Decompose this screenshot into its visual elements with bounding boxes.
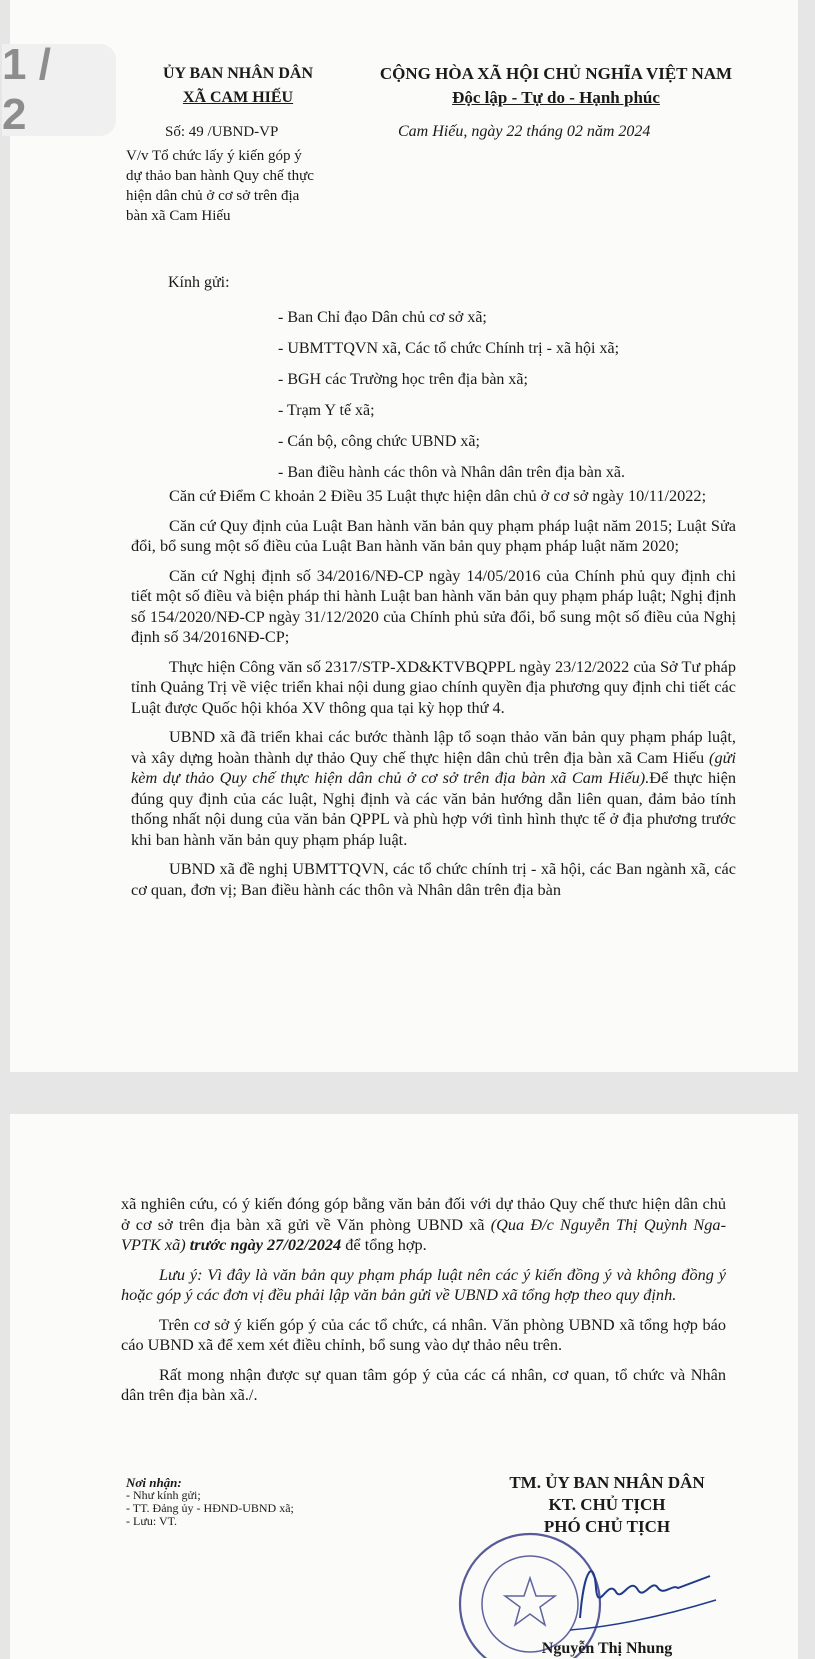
signer-authority: TM. ỦY BAN NHÂN DÂN (509, 1473, 705, 1492)
contact-person: (Qua Đ/c Nguyễn Thị Quỳnh Nga- VPTK xã) (121, 1214, 726, 1254)
request-end: để tổng hợp. (341, 1235, 427, 1254)
request-text: xã nghiên cứu, có ý kiến đóng góp bằng văn bản đối với dự thảo Quy chế thưc hiện dân chủ ở cơ sở trên địa bàn xã gửi về Văn phòng UBND xã (121, 1194, 726, 1234)
recipient-item: - BGH các Trường học trên địa bàn xã; (278, 371, 528, 388)
body-text-page-1 (131, 486, 736, 909)
recipient-list (278, 302, 758, 488)
paragraph-note: Lưu ý: Vì đây là văn bản quy phạm pháp luật nên các ý kiến đồng ý và không đồng ý hoặc góp ý các đơn vị đều phải lập văn bản gửi về UBND xã tổng hợp theo quy định. (121, 1264, 726, 1304)
handwritten-signature-icon (560, 1548, 720, 1638)
subject-line: V/v Tổ chức lấy ý kiến góp ý (126, 148, 302, 164)
recipient-item: - Trạm Y tế xã; (278, 402, 375, 419)
signer-name: Nguyễn Thị Nhung (541, 1640, 673, 1657)
signature-block (478, 1472, 736, 1538)
paragraph-legal-basis-1: Căn cứ Điểm C khoản 2 Điều 35 Luật thực hiện dân chủ ở cơ sở ngày 10/11/2022; (169, 486, 707, 505)
paragraph-request: UBND xã đề nghị UBMTTQVN, các tổ chức chính trị - xã hội, các Ban ngành xã, các cơ quan, đơn vị; Ban điều hành các thôn và Nhân dân trên địa bàn (131, 859, 736, 899)
recipient-item: - Cán bộ, công chức UBND xã; (278, 433, 480, 450)
recipients-block (126, 1476, 386, 1528)
paragraph-closing: Rất mong nhận được sự quan tâm góp ý của các cá nhân, cơ quan, tổ chức và Nhân dân trên địa bàn xã./. (121, 1364, 726, 1404)
country-name: CỘNG HÒA XÃ HỘI CHỦ NGHĨA VIỆT NAM (379, 64, 733, 83)
authority-name: ỦY BAN NHÂN DÂN (162, 65, 314, 82)
recipients-item: - Như kính gửi; (126, 1488, 201, 1502)
body-text-page-2 (121, 1194, 726, 1415)
commune-name: XÃ CAM HIẾU (182, 89, 294, 106)
recipients-item: - Lưu: VT. (126, 1514, 178, 1528)
motto: Độc lập - Tự do - Hạnh phúc (452, 88, 660, 107)
paragraph-implementation: Thực hiện Công văn số 2317/STP-XD&KTVBQPPL ngày 23/12/2022 của Sở Tư pháp tỉnh Quảng Trị về việc triển khai nội dung giao chính quyền địa phương quy định chi tiết các Luật được Quốc hội khóa XV thông qua tại kỳ họp thứ 4. (131, 656, 736, 717)
deadline: trước ngày 27/02/2024 (185, 1235, 342, 1254)
paragraph-legal-basis-3: Căn cứ Nghị định số 34/2016/NĐ-CP ngày 14/05/2016 của Chính phủ quy định chi tiết một số điều và biện pháp thi hành Luật ban hành văn bản quy phạm pháp luật; Nghị định số 154/2020/NĐ-CP ngày 31/12/2020 của Chính phủ sửa đổi, bổ sung một số điều của Nghị định số 34/2016NĐ-CP; (131, 565, 736, 646)
place-and-date: Cam Hiếu, ngày 22 tháng 02 năm 2024 (398, 123, 651, 140)
subject-line: dự thảo ban hành Quy chế thực (126, 168, 314, 184)
salutation: Kính gửi: (168, 274, 230, 291)
signer-title: PHÓ CHỦ TỊCH (543, 1517, 671, 1536)
recipient-item: - Ban điều hành các thôn và Nhân dân trên địa bàn xã. (278, 464, 625, 481)
page-counter-badge: 1 / 2 (2, 44, 116, 136)
paragraph-legal-basis-2: Căn cứ Quy định của Luật Ban hành văn bản quy phạm pháp luật năm 2015; Luật Sửa đổi, bổ sung một số điều của Luật Ban hành văn bản quy phạm pháp luật năm 2020; (131, 515, 736, 555)
issuing-authority (128, 62, 348, 110)
drafting-text: UBND xã đã triển khai các bước thành lập tổ soạn thảo văn bản quy phạm pháp luật, và xây dựng hoàn thành dự thảo Quy chế thực hiện dân chủ trên địa bàn xã Cam Hiếu (131, 727, 736, 767)
drafting-purpose: Để thực hiện đúng quy định của các luật, Nghị định và các văn bản hướng dẫn liên quan, đảm bảo tính thống nhất nội dung của văn bản QPPL và phù hợp với tình hình thực tế ở địa phương trước khi ban hành văn bản quy phạm pháp luật. (131, 768, 737, 849)
paragraph-drafting (131, 727, 736, 850)
recipients-item: - TT. Đảng ủy - HĐND-UBND xã; (126, 1501, 294, 1515)
recipients-title: Nơi nhận: (126, 1475, 182, 1490)
paragraph-summary: Trên cơ sở ý kiến góp ý của các tổ chức, cá nhân. Văn phòng UBND xã tổng hợp báo cáo UBND xã để xem xét điều chỉnh, bổ sung vào dự thảo nêu trên. (121, 1314, 726, 1354)
subject-line: bàn xã Cam Hiếu (126, 208, 231, 224)
paragraph-request-continued (121, 1194, 726, 1256)
signer-on-behalf: KT. CHỦ TỊCH (548, 1495, 666, 1514)
document-page-1 (2, 0, 798, 1072)
national-motto (362, 62, 750, 110)
recipient-item: - UBMTTQVN xã, Các tổ chức Chính trị - xã hội xã; (278, 340, 620, 357)
document-number: Số: 49 /UBND-VP (165, 124, 279, 140)
document-subject (126, 146, 376, 226)
attachment-note: (gửi kèm dự thảo Quy chế thực hiện dân chủ ở cơ sở trên địa bàn xã Cam Hiếu). (131, 747, 736, 787)
subject-line: hiện dân chủ ở cơ sở trên địa (126, 188, 300, 204)
recipient-item: - Ban Chỉ đạo Dân chủ cơ sở xã; (278, 309, 487, 326)
